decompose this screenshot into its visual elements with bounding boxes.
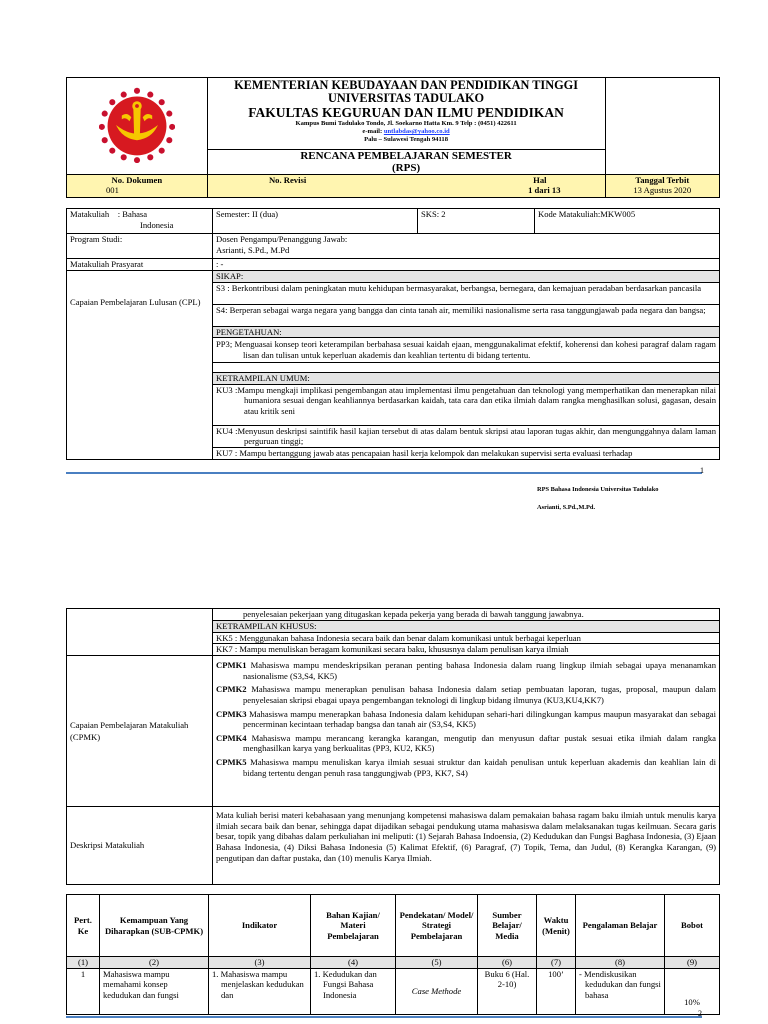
ministry-name: KEMENTERIAN KEBUDAYAAN DAN PENDIDIKAN TINGGI xyxy=(234,78,579,92)
row1-bobot: 10% xyxy=(665,968,720,1014)
learning-plan-table: Pert. Ke Kemampuan Yang Diharapkan (SUB-CPMK) Indikator Bahan Kajian/ Materi Pembelajaran Pendekatan/ Model/ Strategi Pembelajaran Sumber Belajar/ Media Waktu (Menit) Pengalaman Belajar Bobot (1) (2) (3) (4) (5) (6) (7) (8) (9) 1 Mahasiswa mampu memahami konsep kedudukan dan fungsi 1. Mahasiswa mampu menjelaskan kedudukan dan 1. Kedudukan dan Fungsi Bahasa Indonesia Case Methode Buku 6 (Hal. 2-10) 100’ - Mendiskusikan kedudukan dan fungsi bahasa 10% xyxy=(66,894,720,1015)
dosen-name: Asrianti, S.Pd., M.Pd xyxy=(216,244,290,255)
tanggal-terbit-cell: Tanggal Terbit 13 Agustus 2020 xyxy=(605,175,719,198)
col-bahan: Bahan Kajian/ Materi Pembelajaran xyxy=(311,895,396,957)
header-blank-cell xyxy=(605,78,719,175)
dosen-cell: Dosen Pengampu/Penanggung Jawab: Asrianti, S.Pd., M.Pd xyxy=(213,234,720,259)
cpl-continuation-table xyxy=(66,608,720,885)
sikap-heading: SIKAP: xyxy=(213,271,720,283)
document-title: RENCANA PEMBELAJARAN SEMESTER xyxy=(300,150,512,162)
university-name: UNIVERSITAS TADULAKO xyxy=(327,91,485,105)
page-number: 1 xyxy=(700,466,704,475)
cpmk-label: Capaian Pembelajaran Matakuliah (CPMK) xyxy=(67,656,213,807)
no-revisi-label: No. Revisi xyxy=(268,175,307,185)
spacer-row xyxy=(213,363,720,373)
col-indikator: Indikator xyxy=(209,895,311,957)
row1-sumber: Buku 6 (Hal. 2-10) xyxy=(478,968,537,1014)
deskripsi-label: Deskripsi Matakuliah xyxy=(67,807,213,885)
col-pendekatan: Pendekatan/ Model/ Strategi Pembelajaran xyxy=(396,895,478,957)
cpl-ku3: KU3 :Mampu mengkaji implikasi pengembangan atau implementasi ilmu pengetahuan dan teknologi yang memperhatikan dan menerapkan nilai humaniora sesuai dengan keahliannya berdasarkan kaidah, tata cara dan etika ilmiah dalam rangka menghasilkan solusi, gagasan, desain atau kritik seni xyxy=(213,384,720,425)
faculty-name: FAKULTAS KEGURUAN DAN ILMU PENDIDIKAN xyxy=(248,105,564,120)
prasyarat-value: : - xyxy=(213,259,720,271)
cpmk-item-5: CPMK5 Mahasiswa mampu menuliskan karya ilmiah sesuai struktur dan kaidah penulisan untuk keperluan akademis dan keahlian lain di bidang tertentu dengan penuh rasa tanggungjwab (PP3, KK7, S4) xyxy=(216,756,716,778)
ketrampilan-umum-heading: KETRAMPILAN UMUM: xyxy=(213,373,720,385)
col-waktu: Waktu (Menit) xyxy=(537,895,576,957)
cpmk-item-4: CPMK4 Mahasiswa mampu merancang kerangka karangan, mengutip dan menyusun daftar pustak sesuai etika ilmiah dalam rangka menghasilkan karya yang berkualitas (PP3, KU2, KK5) xyxy=(216,732,716,754)
semester-cell: Semester: II (dua) xyxy=(213,209,418,234)
matakuliah-cell: Matakuliah : Bahasa Indonesia xyxy=(67,209,213,234)
header-title-cell xyxy=(207,78,605,175)
cpmk-item-1: CPMK1 Mahasiswa mampu mendeskripsikan peranan penting bahasa Indonesia dalam ruang lingkup ilmiah sebagai upaya menanamkan nasionalisme (S3,S4, KK5) xyxy=(216,660,716,681)
row1-kemampuan: Mahasiswa mampu memahami konsep kedudukan dan fungsi xyxy=(100,968,209,1014)
cpl-ku7: KU7 : Mampu bertanggung jawab atas pencapaian hasil kerja kelompok dan melakukan supervisi serta evaluasi terhadap xyxy=(213,447,719,459)
cpl-continuation-label xyxy=(67,609,213,656)
footer-author: Asrianti, S.Pd.,M.Pd. xyxy=(537,504,596,511)
cpl-s4: S4: Berperan sebagai warga negara yang bangga dan cinta tanah air, memiliki nasionalisme serta rasa tanggungjawab pada negara dan bangsa; xyxy=(213,304,720,326)
cpl-pp3: PP3; Menguasai konsep teori keterampilan berbahasa sesuai kaidah ejaan, menggunakalimat efektif, koherensi dan kohesi paragraf dalam ragam lisan dan tulisan untuk keperluan akademis dan keahlian tertentu di bidang tertentu. xyxy=(213,338,720,363)
col-bobot: Bobot xyxy=(665,895,720,957)
email-line: e-mail: untlabdas@yahoo.co.id xyxy=(362,128,450,135)
row1-waktu: 100’ xyxy=(537,968,576,1014)
prasyarat-label: Matakuliah Prasyarat xyxy=(67,259,213,271)
document-subtitle: (RPS) xyxy=(392,161,421,174)
cpl-ku7-continued: penyelesaian pekerjaan yang ditugaskan kepada pekerja yang berada di bawah tanggung jawabnya. xyxy=(213,609,720,621)
pengetahuan-heading: PENGETAHUAN: xyxy=(213,326,720,338)
cpl-ku4-ku7: KU4 :Menyusun deskripsi saintifik hasil kajian tersebut di atas dalam bentuk skripsi atau laporan tugas akhir, dan mengunggahnya dalam laman perguruan tinggi; KU7 : Mampu bertanggung jawab atas pencapaian hasil kerja kelompok dan melakukan supervisi serta evaluasi terhadap xyxy=(213,425,720,459)
cpl-s3: S3 : Berkontribusi dalam peningkatan mutu kehidupan bermasyarakat, berbangsa, bernegara, dan kemajuan peradaban berdasarkan pancasila xyxy=(213,282,720,304)
cpl-kk7: KK7 : Mampu menuliskan beragam komunikasi secara baku, khususnya dalam penulisan karya ilmiah xyxy=(213,644,720,656)
plan-row-1 xyxy=(67,968,720,1014)
col-kemampuan: Kemampuan Yang Diharapkan (SUB-CPMK) xyxy=(100,895,209,957)
logo-cell xyxy=(67,78,208,175)
row1-indikator: 1. Mahasiswa mampu menjelaskan kedudukan dan xyxy=(209,968,311,1014)
cpmk-item-3: CPMK3 Mahasiswa mampu menerapkan bahasa Indonesia dalam kehidupan sehari-hari dilingkungan kampus maupun masyarakat dan sebagai pencerminan kecintaan terhadap bangsa dan tanah air (S3,S4, KK5) xyxy=(216,708,716,730)
row1-bahan: 1. Kedudukan dan Fungsi Bahasa Indonesia xyxy=(311,968,396,1014)
deskripsi-text: Mata kuliah berisi materi kebahasaan yang menunjang kompetensi mahasiswa dalam pemakaian bahasa ragam baku ilmiah untuk menulis karya ilmiah secara baik dan benar, sehingga dapat dijadikan sebagai pendukung utama mahasiswa dalam melaksanakan tugas keilmuan. Secara garis besar, topik yang dibahas dalam perkuliahan ini meliputi: (1) Sejarah Bahasa Indoensia, (2) Kedudukan dan Fungsi Baghasa Indonesia, (3) Ejaan Bahasa Indonesia, (4) Diksi Bahasa Indonesia (5) Kalimat Efektif, (6) Paragraf, (7) Topik, Tema, dan Judul, (8) Kerangka Karangan, (9) pengutipan dan daftar pustaka, dan (10) menulis Karya Ilmiah. xyxy=(213,807,720,885)
email-link[interactable]: untlabdas@yahoo.co.id xyxy=(383,128,450,135)
revisi-hal-cell xyxy=(207,175,605,198)
document-header-table xyxy=(66,77,720,198)
cpl-label: Capaian Pembelajaran Lulusan (CPL) xyxy=(67,271,213,460)
cpmk-item-2: CPMK2 Mahasiswa mampu menerapkan penulisan bahasa Indonesia dalam setiap pembuatan laporan, tugas, proposal, maupun dalam penyelesaian skripsi ebagai upaya pengembangan teknologi di lingkup bidang ilmunya (KU3,KU4,KK7) xyxy=(216,684,716,705)
kode-matakuliah-cell: Kode Matakuliah:MKW005 xyxy=(535,209,720,234)
hal-label: Hal xyxy=(533,175,547,185)
footer-title: RPS Bahasa Indonesia Universitas Tadulako xyxy=(537,486,659,493)
page-separator-2 xyxy=(66,1016,702,1018)
ketrampilan-khusus-heading: KETRAMPILAN KHUSUS: xyxy=(213,621,720,633)
untad-logo-icon xyxy=(99,87,175,163)
cpl-kk5: KK5 : Menggunakan bahasa Indonesia secara baik dan benar dalam komunikasi untuk berbagai keperluan xyxy=(213,632,720,644)
campus-address: Kampus Bumi Tadulako Tondo, Jl. Soekarno Hatta Km. 9 Telp : (0451) 422611 xyxy=(295,120,517,127)
row1-pert: 1 xyxy=(67,968,100,1014)
row1-pendekatan: Case Methode xyxy=(396,968,478,1014)
page-number-2: 2 xyxy=(698,1009,702,1018)
col-pengalaman: Pengalaman Belajar xyxy=(576,895,665,957)
city-line: Palu – Sulawesi Tengah 94118 xyxy=(364,136,449,143)
sks-cell: SKS: 2 xyxy=(418,209,535,234)
no-dokumen-cell: No. Dokumen 001 xyxy=(67,175,208,198)
row1-pengalaman: - Mendiskusikan kedudukan dan fungsi bahasa xyxy=(576,968,665,1014)
course-info-table xyxy=(66,208,720,460)
hal-value: 1 dari 13 xyxy=(528,185,561,195)
col-sumber: Sumber Belajar/ Media xyxy=(478,895,537,957)
col-pert: Pert. Ke xyxy=(67,895,100,957)
program-studi-cell: Program Studi: xyxy=(67,234,213,259)
cpmk-list xyxy=(213,656,720,807)
page-separator xyxy=(66,472,702,474)
